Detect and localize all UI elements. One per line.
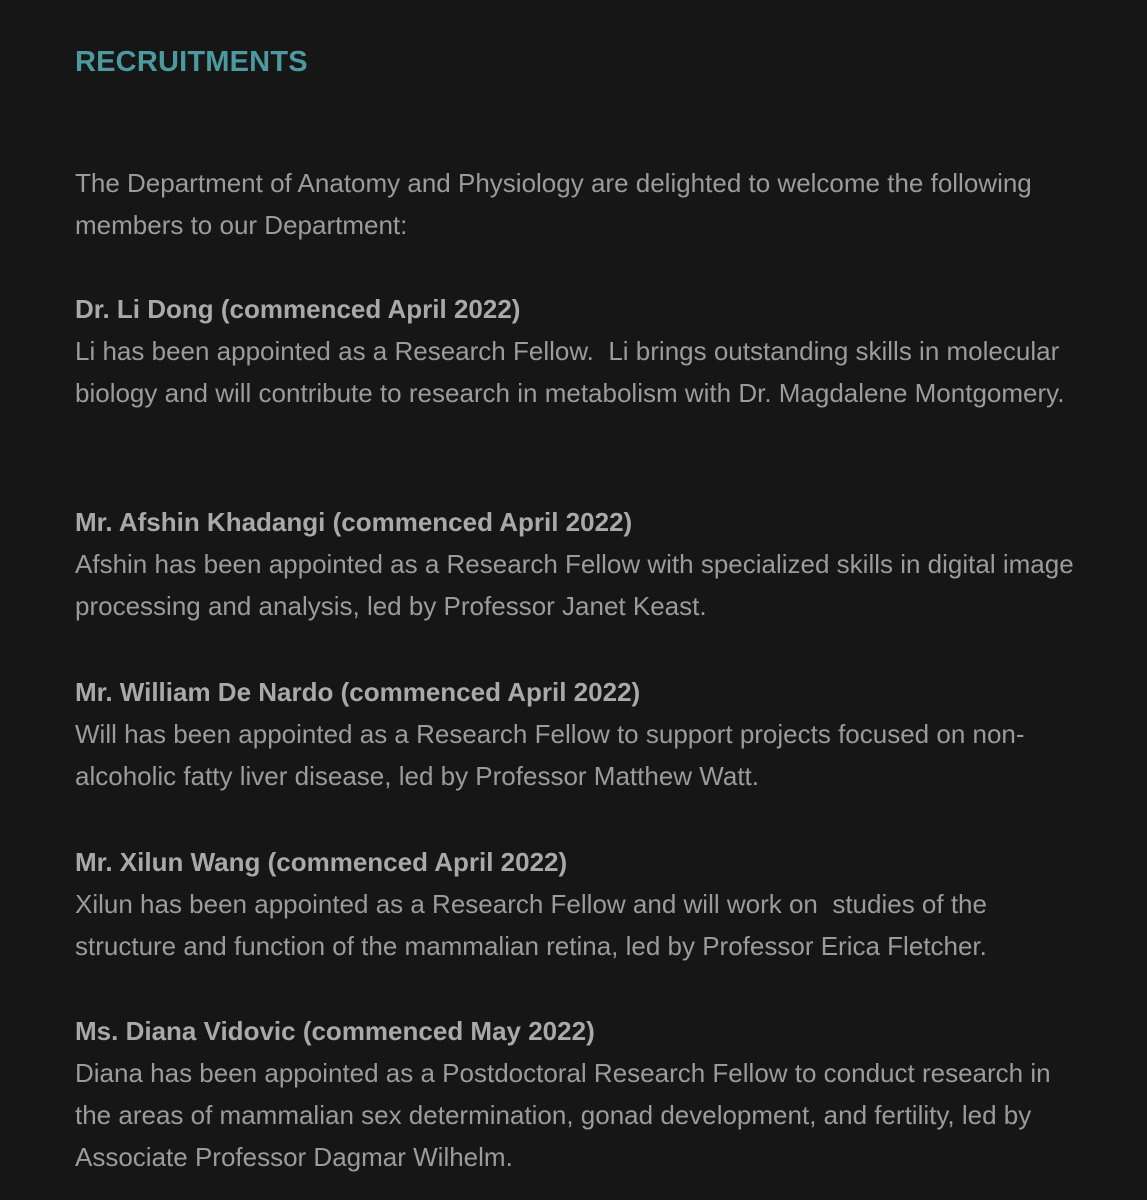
recruit-entry-afshin-khadangi (75, 501, 1085, 627)
recruit-entry-li-dong (75, 288, 1085, 414)
recruit-title: Mr. William De Nardo (commenced April 2022) (75, 677, 641, 707)
recruit-description: Xilun has been appointed as a Research Fellow and will work on studies of the structure and function of the mammalian retina, led by Professor Erica Fletcher. (75, 889, 995, 961)
intro-paragraph: The Department of Anatomy and Physiology are delighted to welcome the following members to our Department: (75, 168, 1032, 240)
page-title: RECRUITMENTS (75, 46, 308, 78)
recruit-description: Li has been appointed as a Research Fellow. Li brings outstanding skills in molecular biology and will contribute to research in metabolism with Dr. Magdalene Montgomery. (75, 336, 1067, 408)
recruit-entry-william-de-nardo (75, 671, 1085, 797)
recruit-description: Afshin has been appointed as a Research Fellow with specialized skills in digital image processing and analysis, led by Professor Janet Keast. (75, 549, 1081, 621)
recruit-entry-xilun-wang (75, 841, 1085, 967)
recruit-description: Diana has been appointed as a Postdoctoral Research Fellow to conduct research in the areas of mammalian sex determination, gonad development, and fertility, led by Associate Professor Dagmar Wilhelm. (75, 1058, 1058, 1172)
recruit-title: Mr. Xilun Wang (commenced April 2022) (75, 847, 568, 877)
recruit-entry-diana-vidovic (75, 1010, 1085, 1178)
recruit-title: Ms. Diana Vidovic (commenced May 2022) (75, 1016, 595, 1046)
recruit-description: Will has been appointed as a Research Fellow to support projects focused on non-alcoholic fatty liver disease, led by Professor Matthew Watt. (75, 719, 1025, 791)
recruit-title: Mr. Afshin Khadangi (commenced April 2022) (75, 507, 633, 537)
recruit-title: Dr. Li Dong (commenced April 2022) (75, 294, 521, 324)
